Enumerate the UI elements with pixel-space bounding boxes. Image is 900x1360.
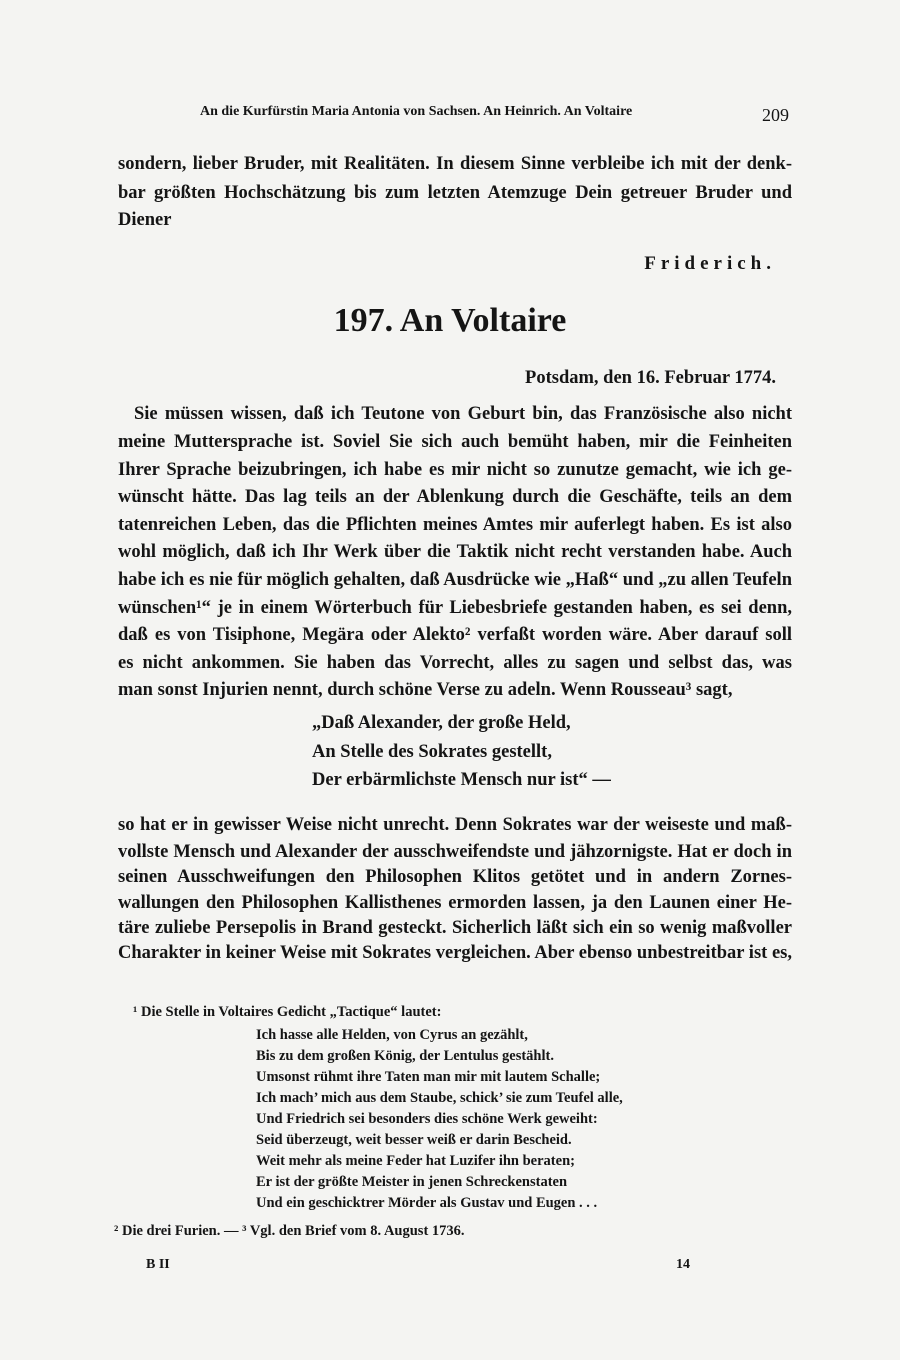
text-line: sondern, lieber Bruder, mit Realitäten. In diesem Sinne verbleibe ich mit der denk- [118, 154, 792, 174]
text-line: tatenreichen Leben, das die Pflichten meines Amtes mir auferlegt haben. Es ist also [118, 515, 792, 535]
text-line: daß es von Tisiphone, Megära oder Alekto² verfaßt worden wäre. Aber darauf soll [118, 625, 792, 645]
footnote-verse-line: Weit mehr als meine Feder hat Luzifer ihn beraten; [256, 1153, 575, 1169]
text-line: Charakter in keiner Weise mit Sokrates vergleichen. Aber ebenso unbestreitbar ist es, [118, 943, 792, 963]
text-line: wallungen den Philosophen Kallisthenes ermorden lassen, ja den Launen einer He- [118, 893, 792, 913]
dateline: Potsdam, den 16. Februar 1774. [525, 368, 776, 388]
footnote-verse-line: Ich mach’ mich aus dem Staube, schick’ sie zum Teufel alle, [256, 1090, 623, 1106]
text-line: bar größten Hochschätzung bis zum letzten Atemzuge Dein getreuer Bruder und [118, 183, 792, 203]
signature-mark: B II [146, 1257, 170, 1272]
text-line: wünschen¹“ je in einem Wörterbuch für Liebesbriefe gestanden haben, es sei denn, [118, 598, 792, 618]
running-title: An die Kurfürstin Maria Antonia von Sachsen. An Heinrich. An Voltaire [200, 104, 633, 119]
verse-line: „Daß Alexander, der große Held, [312, 713, 571, 733]
verse-line: An Stelle des Sokrates gestellt, [312, 742, 552, 762]
footnote-verse-line: Umsonst rühmt ihre Taten man mir mit lautem Schalle; [256, 1069, 601, 1085]
text-line: täre zuliebe Persepolis in Brand gesteckt. Sicherlich läßt sich ein so wenig maßvoller [118, 918, 792, 938]
footnote-verse-line: Bis zu dem großen König, der Lentulus gestählt. [256, 1048, 554, 1064]
footnote-verse-line: Ich hasse alle Helden, von Cyrus an gezählt, [256, 1027, 528, 1043]
footnotes-2-3: ² Die drei Furien. — ³ Vgl. den Brief vom 8. August 1736. [114, 1223, 465, 1239]
text-line: vollste Mensch und Alexander der ausschweifendste und jähzornigste. Hat er doch in [118, 842, 792, 862]
text-line: meine Muttersprache ist. Soviel Sie sich auch bemüht haben, mir die Feinheiten [118, 432, 792, 452]
text-line: Diener [118, 210, 172, 230]
text-line: Sie müssen wissen, daß ich Teutone von Geburt bin, das Französische also nicht [134, 404, 792, 424]
sheet-number: 14 [676, 1257, 690, 1272]
text-line: Ihrer Sprache beizubringen, ich habe es mir nicht so zunutze gemacht, wie ich ge- [118, 460, 792, 480]
text-line: wohl möglich, daß ich Ihr Werk über die Taktik nicht recht verstanden habe. Auch [118, 542, 792, 562]
text-line: so hat er in gewisser Weise nicht unrecht. Denn Sokrates war der weiseste und maß- [118, 815, 792, 835]
text-line: habe ich es nie für möglich gehalten, daß Ausdrücke wie „Haß“ und „zu allen Teufeln [118, 570, 792, 590]
page-number: 209 [762, 105, 789, 125]
text-line: man sonst Injurien nennt, durch schöne Verse zu adeln. Wenn Rousseau³ sagt, [118, 680, 733, 700]
footnote-verse-line: Und ein geschicktrer Mörder als Gustav und Eugen . . . [256, 1195, 598, 1211]
text-line: seinen Ausschweifungen den Philosophen Klitos getötet und in andern Zornes- [118, 867, 792, 887]
footnote-verse-line: Seid überzeugt, weit besser weiß er darin Bescheid. [256, 1132, 572, 1148]
footnote-verse-line: Er ist der größte Meister in jenen Schreckenstaten [256, 1174, 568, 1190]
footnote-1: ¹ Die Stelle in Voltaires Gedicht „Tactique“ lautet: [133, 1004, 442, 1020]
text-line: es nicht ankommen. Sie haben das Vorrecht, alles zu sagen und selbst das, was [118, 653, 792, 673]
signature: Friderich. [644, 253, 776, 274]
footnote-verse-line: Und Friedrich sei besonders dies schöne Werk geweiht: [256, 1111, 598, 1127]
verse-line: Der erbärmlichste Mensch nur ist“ — [312, 770, 611, 790]
text-line: wünscht hätte. Das lag teils an der Ablenkung durch die Geschäfte, teils an dem [118, 487, 792, 507]
letter-title: 197. An Voltaire [333, 302, 567, 339]
